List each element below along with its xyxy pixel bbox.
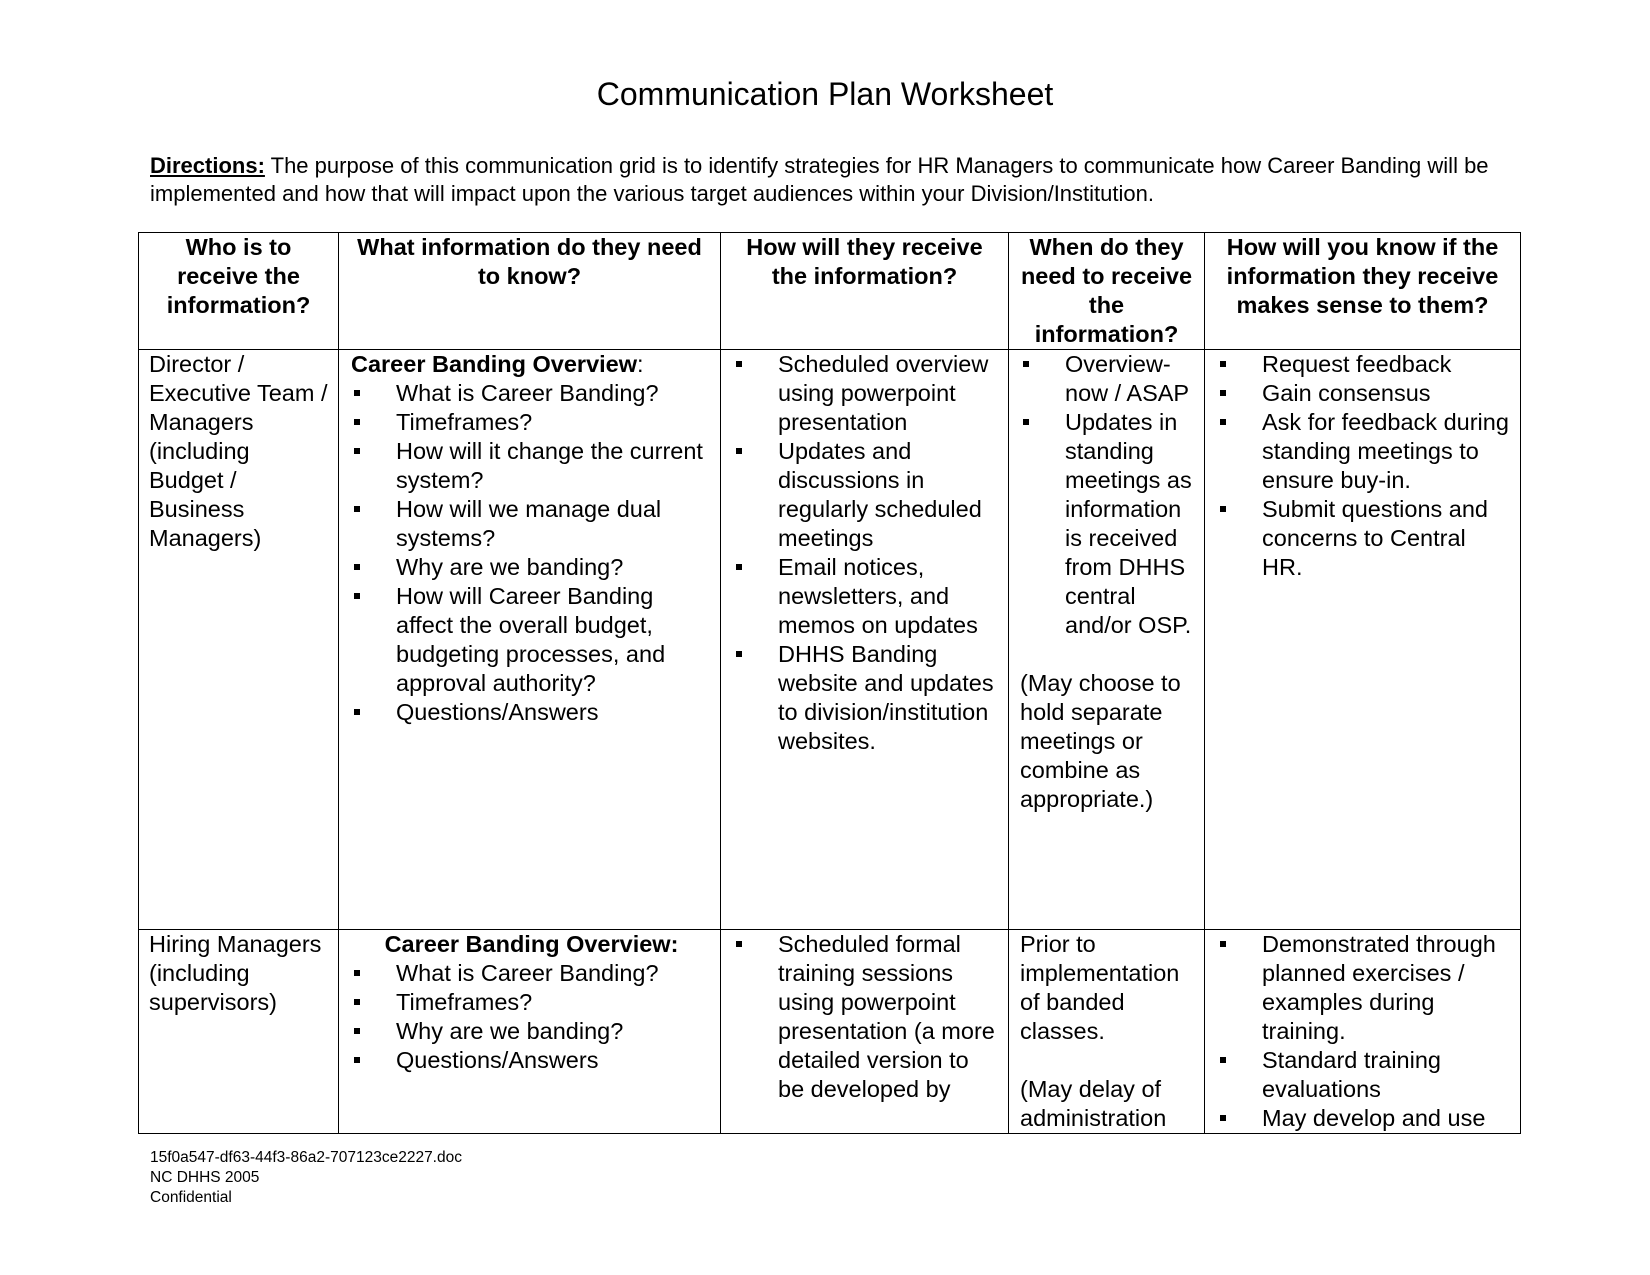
footer-filename: 15f0a547-df63-44f3-86a2-707123ce2227.doc (150, 1149, 462, 1166)
footer-org: NC DHHS 2005 (150, 1169, 260, 1186)
list-item: Request feedback (1217, 350, 1512, 379)
list-item: Standard training evaluations (1217, 1046, 1512, 1104)
page-footer (150, 1148, 462, 1208)
cell-who (139, 350, 339, 930)
page-title: Communication Plan Worksheet (596, 76, 1054, 112)
list-item: Scheduled overview using powerpoint presentation (733, 350, 1000, 437)
cell-when (1009, 350, 1205, 930)
list-item: DHHS Banding website and updates to division/institution websites. (733, 640, 1000, 756)
section-title: Career Banding Overview: (384, 931, 679, 957)
cell-know (1205, 930, 1521, 1134)
list-item: How will it change the current system? (351, 437, 712, 495)
list-item: How will we manage dual systems? (351, 495, 712, 553)
cell-know (1205, 350, 1521, 930)
cell-how (721, 930, 1009, 1134)
list-item: What is Career Banding? (351, 379, 712, 408)
section-title (351, 350, 712, 379)
list-item: Submit questions and concerns to Central HR. (1217, 495, 1512, 582)
directions-text: The purpose of this communication grid is to identify strategies for HR Managers to communicate how Career Banding will be implemented and how that will impact upon the various target audiences within your Division/Institution. (150, 153, 1489, 206)
cell-when (1009, 930, 1205, 1134)
list-item: Demonstrated through planned exercises / examples during training. (1217, 930, 1512, 1046)
audience-text: Hiring Managers (including supervisors) (149, 931, 322, 1015)
header-know: How will you know if the information they receive makes sense to them? (1205, 233, 1521, 350)
list-item: May develop and use (1217, 1104, 1512, 1133)
footer-classification: Confidential (150, 1189, 232, 1206)
list-item: Why are we banding? (351, 553, 712, 582)
section-title-suffix: : (637, 351, 644, 377)
list-item: Questions/Answers (351, 698, 712, 727)
header-what: What information do they need to know? (339, 233, 721, 350)
list-item: Gain consensus (1217, 379, 1512, 408)
section-title-text: Career Banding Overview (351, 351, 638, 377)
cell-how (721, 350, 1009, 930)
list-item: Email notices, newsletters, and memos on updates (733, 553, 1000, 640)
header-row (139, 233, 1521, 350)
header-who: Who is to receive the information? (139, 233, 339, 350)
table-row (139, 930, 1521, 1134)
communication-grid (138, 232, 1521, 1134)
list-item: Scheduled formal training sessions using powerpoint presentation (a more detailed version to be developed by (733, 930, 1000, 1104)
list-item: Overview- now / ASAP (1020, 350, 1196, 408)
list-item: Updates in standing meetings as information is received from DHHS central and/or OSP. (1020, 408, 1196, 640)
cell-what (339, 930, 721, 1134)
list-item: How will Career Banding affect the overall budget, budgeting processes, and approval authority? (351, 582, 712, 698)
list-item: Questions/Answers (351, 1046, 712, 1075)
when-text: Prior to implementation of banded classes. (1020, 931, 1180, 1044)
header-when: When do they need to receive the information? (1009, 233, 1205, 350)
directions-label: Directions: (150, 153, 265, 178)
list-item: Timeframes? (351, 408, 712, 437)
list-item: Why are we banding? (351, 1017, 712, 1046)
list-item: Timeframes? (351, 988, 712, 1017)
list-item: Updates and discussions in regularly scheduled meetings (733, 437, 1000, 553)
cell-what (339, 350, 721, 930)
audience-text: Director / Executive Team / Managers (including Budget / Business Managers) (149, 351, 328, 551)
cell-who (139, 930, 339, 1134)
directions-paragraph (150, 152, 1520, 208)
when-note: (May delay of administration (1020, 1076, 1167, 1131)
table-row (139, 350, 1521, 930)
header-how: How will they receive the information? (721, 233, 1009, 350)
list-item: Ask for feedback during standing meetings to ensure buy-in. (1217, 408, 1512, 495)
list-item: What is Career Banding? (351, 959, 712, 988)
when-note: (May choose to hold separate meetings or combine as appropriate.) (1020, 670, 1181, 812)
